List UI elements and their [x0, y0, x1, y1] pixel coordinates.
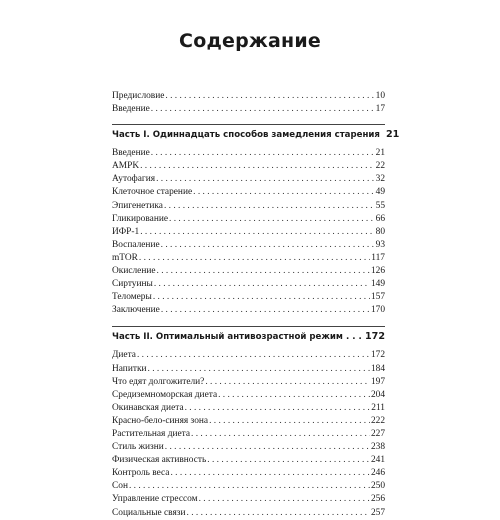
toc-entry [112, 480, 385, 493]
toc-entry-page: 250 [370, 481, 385, 492]
toc-entry-page: 197 [370, 376, 385, 387]
toc-entry-label: Красно-бело-синяя зона [112, 415, 209, 426]
toc-entry [112, 265, 385, 278]
toc-entry-label: Социальные связи [112, 507, 186, 518]
toc-entry-page: 204 [370, 389, 385, 400]
toc-entry-label: Физическая активность [112, 455, 207, 466]
toc-entry-label: Диета [112, 350, 136, 361]
dot-leader [140, 160, 375, 173]
toc-entry [112, 239, 385, 252]
toc-entry-page: 157 [370, 292, 385, 303]
toc-entry-page: 241 [370, 455, 385, 466]
toc-entry-page: 22 [375, 161, 385, 172]
dot-leader [153, 291, 370, 304]
toc-entry-label: Окинавская диета [112, 402, 184, 413]
toc-entry-label: Аутофагия [112, 174, 156, 185]
toc-entry [112, 186, 385, 199]
dot-leader [151, 103, 375, 116]
toc-entry-label: Сон [112, 481, 128, 492]
part-page: 21 [385, 129, 400, 141]
toc-entry-label: Предисловие [112, 91, 165, 101]
dot-leader [148, 363, 370, 376]
part-title: Часть I. Одиннадцать способов замедления старения [112, 130, 380, 141]
toc-entry [112, 402, 385, 415]
toc-entry [112, 363, 385, 376]
toc-entry [112, 428, 385, 441]
toc-entry [112, 278, 385, 291]
toc-entry-page: 80 [375, 226, 385, 237]
toc-entry [112, 507, 385, 520]
toc-entry [112, 467, 385, 480]
toc-entry-page: 17 [375, 104, 385, 115]
toc-entry [112, 103, 385, 116]
toc-entry-page: 238 [370, 442, 385, 453]
dot-leader [169, 213, 375, 226]
toc-entry-label: AMPK [112, 161, 140, 172]
table-of-contents [112, 90, 400, 520]
toc-entry-page: 246 [370, 468, 385, 479]
toc-entry [112, 389, 385, 402]
toc-entry-label: Гликирование [112, 213, 169, 224]
toc-entry-page: 32 [375, 174, 385, 185]
toc-entry-label: Клеточное старение [112, 187, 193, 198]
part-entries [112, 349, 385, 519]
toc-entry [112, 226, 385, 239]
toc-entry [112, 213, 385, 226]
toc-entry-label: Стиль жизни [112, 442, 164, 453]
toc-entry-label: Что едят долгожители? [112, 376, 205, 387]
dot-leader [218, 389, 370, 402]
toc-entry-label: Управление стрессом [112, 494, 198, 505]
dot-leader [151, 147, 375, 160]
toc-entry-page: 227 [370, 428, 385, 439]
toc-entry-page: 21 [375, 148, 385, 159]
toc-entry-page: 93 [375, 239, 385, 250]
toc-entry-page: 10 [375, 91, 385, 101]
toc-entry [112, 160, 385, 173]
dot-leader [129, 480, 370, 493]
toc-entry-label: ИФР-1 [112, 226, 140, 237]
toc-entry [112, 252, 385, 265]
dot-leader [161, 239, 375, 252]
toc-entry-label: Эпигенетика [112, 200, 163, 211]
toc-entry [112, 304, 385, 317]
toc-entry-page: 126 [370, 266, 385, 277]
toc-entry [112, 415, 385, 428]
toc-entry-page: 184 [370, 363, 385, 374]
dot-leader [140, 226, 374, 239]
toc-entry-page: 49 [375, 187, 385, 198]
dot-leader [165, 90, 374, 103]
toc-entry-label: Теломеры [112, 292, 152, 303]
toc-entry [112, 376, 385, 389]
dot-leader [156, 173, 375, 186]
toc-entry [112, 173, 385, 186]
toc-entry-page: 66 [375, 213, 385, 224]
toc-entry [112, 90, 385, 103]
dot-leader [157, 265, 370, 278]
page-title: Содержание [179, 30, 321, 52]
toc-entry-page: 172 [370, 350, 385, 361]
dot-leader [205, 376, 370, 389]
dot-leader [346, 330, 362, 344]
part-entries [112, 147, 385, 317]
toc-entry-label: Сиртуины [112, 279, 153, 290]
toc-entry-label: Напитки [112, 363, 147, 374]
toc-entry-label: Введение [112, 148, 150, 159]
toc-entry-label: mTOR [112, 252, 138, 263]
toc-entry [112, 291, 385, 304]
dot-leader [193, 186, 374, 199]
toc-entry-page: 149 [370, 279, 385, 290]
part-title: Часть II. Оптимальный антивозрастной режим [112, 332, 343, 343]
dot-leader [164, 200, 375, 213]
toc-entry [112, 147, 385, 160]
part-heading [112, 330, 385, 344]
dot-leader [165, 441, 370, 454]
toc-entry-label: Окисление [112, 266, 156, 277]
toc-entry-label: Заключение [112, 305, 160, 316]
toc-entry-label: Растительная диета [112, 428, 191, 439]
toc-entry-page: 117 [371, 252, 385, 263]
toc-entry-page: 257 [370, 507, 385, 518]
part-page: 172 [364, 331, 385, 343]
dot-leader [191, 428, 370, 441]
dot-leader [154, 278, 370, 291]
dot-leader [185, 402, 371, 415]
toc-entry-page: 222 [370, 415, 385, 426]
toc-entry-label: Введение [112, 104, 150, 115]
toc-entry [112, 200, 385, 213]
toc-entry-label: Воспаление [112, 239, 160, 250]
part-heading [112, 128, 400, 142]
dot-leader [209, 415, 370, 428]
toc-entry-page: 256 [370, 494, 385, 505]
toc-entry-page: 170 [370, 305, 385, 316]
dot-leader [207, 454, 370, 467]
dot-leader [139, 252, 370, 265]
toc-entry [112, 441, 385, 454]
dot-leader [187, 507, 370, 520]
dot-leader [161, 304, 370, 317]
dot-leader [137, 349, 370, 362]
toc-entry-page: 211 [371, 402, 385, 413]
toc-entry [112, 349, 385, 362]
dot-leader [170, 467, 369, 480]
toc-entry-label: Средиземноморская диета [112, 389, 218, 400]
toc-entry-page: 55 [375, 200, 385, 211]
toc-entry [112, 454, 385, 467]
toc-entry-label: Контроль веса [112, 468, 170, 479]
